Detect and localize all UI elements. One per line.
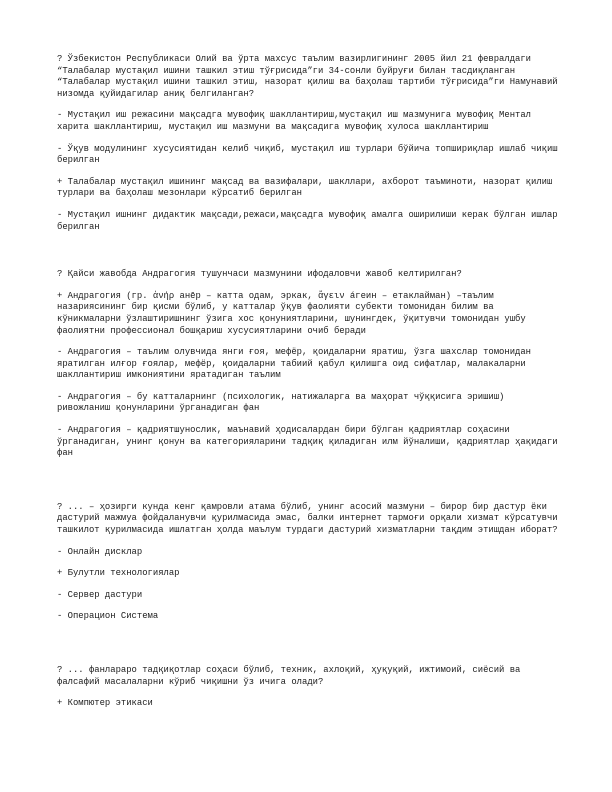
question-text: ? Қайси жавобда Андрагогия тушунчаси мазмунини ифодаловчи жавоб келтирилган? — [57, 269, 462, 280]
answer-option: - Операцион Система — [57, 611, 159, 622]
answer-option: - Сервер дастури — [57, 589, 143, 600]
answer-option: + Андрагогия (гр. ἀνήρ анēр – катта одам, эркак, ἄγειν áгеин – етаклайман) –таълим назариясининг бир қисми бўлиб, у катталар ўқув фаолияти субекти томонидан билим ва кўникмаларни ўзлаштиришнинг ўзига хос қонуниятларини, шунингдек, ўқитувчи томонидан ушбу фаолиятни профессионал бошқариш хусусиятларини очиб беради — [57, 290, 526, 336]
question-text: ? Ўзбекистон Республикаси Олий ва ўрта махсус таълим вазирлигининг 2005 йил 21 февралдаги “Талабалар мустақил ишини ташкил этиш тўғрисида”ги 34-сонли буйруғи билан тасдиқланган “Талабалар мустақил ишини ташкил этиш, назорат қилиш ва баҳолаш тартиби тўғрисида”ги Намунавий низомда қуйидагилар аниқ белгиланган? — [57, 54, 558, 99]
answer-option: - Мустақил иш режасини мақсадга мувофиқ шакллантириш,мустақил иш мазмунига мувофиқ Ментал харита шакллантириш, мустақил иш мазмуни ва мақсадига мувофиқ хулоса шакллантириш — [57, 110, 532, 132]
question-text: ? ... фанлараро тадқиқотлар соҳаси бўлиб, техник, ахлоқий, ҳуқуқий, ижтимоий, сиёсий ва фалсафий масалаларни кўриб чиқишни ўз ичига олади? — [57, 665, 521, 687]
answer-option: + Булутли технологиялар — [57, 568, 180, 579]
answer-option: - Мустақил ишнинг дидактик мақсади,режаси,мақсадга мувофиқ амалга оширилиши керак бўлган ишлар берилган — [57, 209, 558, 232]
spacer — [57, 633, 562, 665]
answer-option: - Ўқув модулининг хусусиятидан келиб чиқиб, мустақил иш турлари бўйича топшириқлар ишлаб чиқиш берилган — [57, 143, 558, 166]
test-questions-content — [57, 54, 562, 720]
spacer — [57, 243, 562, 269]
question-block-3 — [57, 502, 562, 623]
answer-option: - Андрагогия – қадриятшунослик, маънавий ҳодисалардан бири бўлган қадриятлар соҳасини ўрганадиган, унинг қонун ва категорияларини тадқиқ қиладиган илм йўналиши, қадриятлар ҳақидаги фан — [57, 425, 558, 459]
spacer — [57, 470, 562, 502]
question-block-2 — [57, 269, 562, 460]
answer-option: + Компютер этикаси — [57, 698, 153, 709]
question-block-1 — [57, 54, 562, 233]
answer-option: - Андрагогия – таълим олувчида янги ғоя, мефёр, қоидаларни яратиш, ўзга шахслар томонидан яратилган илғор ғоялар, мефёр, қоидаларни табиий қабул қилишга оид сифатлар, малакаларни шакллантириш имкониятини яратадиган таълим — [57, 347, 532, 381]
question-block-4 — [57, 665, 562, 710]
answer-option: - Андрагогия – бу катталарнинг (психологик, натижаларга ва маҳорат чўққисига эришиш) ривожланиш қонунларини ўрганадиган фан — [57, 391, 505, 414]
answer-option: - Онлайн дисклар — [57, 546, 143, 557]
question-text: ? ... – ҳозирги кунда кенг қамровли атама бўлиб, унинг асосий мазмуни – бирор бир дастур ёки дастурий мажмуа фойдаланувчи қурилмасида эмас, балки интернет тармоғи орқали хизмат кўрсатувчи ташкилот қурилмасида ишлатган ҳолда маълум турдаги дастурий хизматларни тақдим этишдан иборат? — [57, 501, 558, 536]
answer-option: + Талабалар мустақил ишининг мақсад ва вазифалари, шакллари, ахборот таъминоти, назорат қилиш турлари ва баҳолаш мезонлари кўрсатиб берилган — [57, 176, 553, 199]
